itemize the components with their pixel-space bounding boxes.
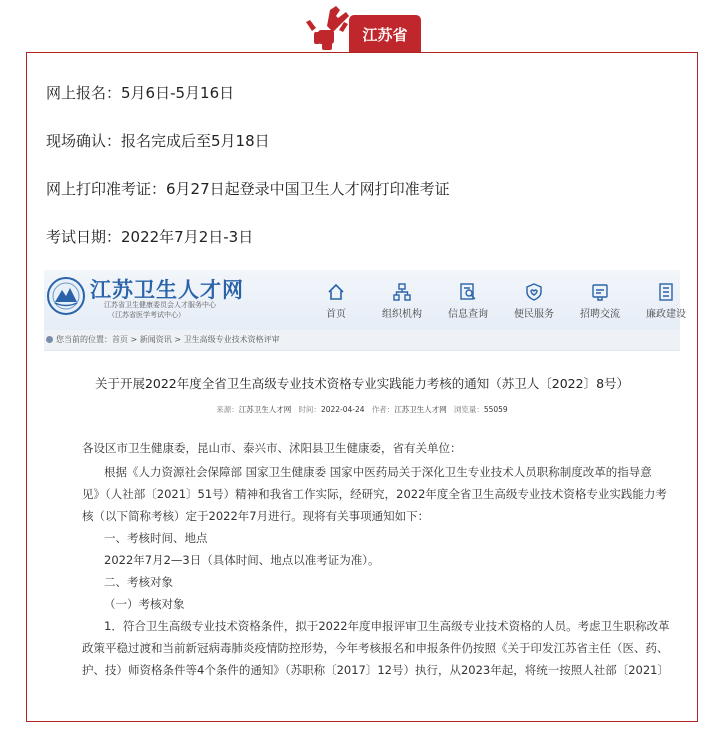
- article-paragraph: 根据《人力资源社会保障部 国家卫生健康委 国家中医药局关于深化卫生专业技术人员职称制度改革的指导意: [104, 465, 652, 479]
- article-paragraph: 护、技）师资格条件等4个条件的通知》（苏职称〔2017〕12号）执行，从2023年起，将统一按照人社部〔2021〕: [82, 663, 669, 677]
- meta-time: 2022-04-24: [320, 405, 365, 414]
- article-paragraph: 各设区市卫生健康委，昆山市、泰兴市、沭阳县卫生健康委，省有关单位：: [82, 441, 462, 455]
- info-admission-ticket: 网上打印准考证：6月27日起登录中国卫生人才网打印准考证: [46, 180, 450, 198]
- website-screenshot: [44, 270, 686, 710]
- shield-heart-icon: [524, 282, 544, 302]
- article-meta: [44, 404, 680, 415]
- site-title: 江苏卫生人才网: [90, 278, 244, 302]
- breadcrumb: [44, 330, 680, 351]
- article-paragraph: 政策平稳过渡和当前新冠病毒肺炎疫情防控形势，今年考核报名和申报条件仍按照《关于印发江苏省主任（医、药、: [82, 641, 669, 655]
- meta-views-label: 浏览量：: [453, 405, 484, 414]
- article-paragraph: 核（以下简称考核）定于2022年7月进行。现将有关事项通知如下：: [82, 509, 430, 523]
- site-header: [44, 270, 686, 330]
- nav-home[interactable]: [306, 282, 366, 326]
- site-subtitle-2: （江苏省医学考试中心）: [108, 311, 185, 319]
- breadcrumb-separator: >: [128, 335, 140, 344]
- breadcrumb-category[interactable]: 卫生高级专业技术资格评审: [183, 335, 280, 344]
- breadcrumb-home[interactable]: 首页: [112, 335, 128, 344]
- nav-info-query-label: 信息查询: [448, 309, 488, 320]
- info-online-registration: 网上报名：5月6日-5月16日: [46, 84, 235, 102]
- recruit-icon: [590, 282, 610, 302]
- wrench-fist-icon: [300, 4, 352, 52]
- breadcrumb-prefix: 您当前的位置：: [56, 335, 112, 344]
- meta-author: 江苏卫生人才网: [394, 405, 447, 414]
- nav-convenience-service[interactable]: [504, 282, 564, 326]
- nav-recruitment-label: 招聘交流: [580, 309, 620, 320]
- article-paragraph: 二、考核对象: [104, 575, 173, 589]
- home-icon: [326, 282, 346, 302]
- nav-integrity-label: 廉政建设: [646, 309, 686, 320]
- article-paragraph: 1．符合卫生高级专业技术资格条件，拟于2022年度申报评审卫生高级专业技术资格的人员。考虑卫生职称改革: [104, 619, 670, 633]
- building-icon: [656, 282, 676, 302]
- meta-time-label: 时间：: [298, 405, 321, 414]
- nav-organization-label: 组织机构: [382, 309, 422, 320]
- article-paragraph: 见》（人社部〔2021〕51号）精神和我省工作实际，经研究，2022年度全省卫生高级专业技术资格专业实践能力考: [82, 487, 667, 501]
- meta-source-label: 来源：: [216, 405, 239, 414]
- org-chart-icon: [392, 282, 412, 302]
- article-paragraph: 2022年7月2—3日（具体时间、地点以准考证为准）。: [104, 553, 380, 567]
- article-title: 关于开展2022年度全省卫生高级专业技术资格专业实践能力考核的通知（苏卫人〔2022〕8号）: [94, 376, 630, 391]
- region-badge-label: 江苏省: [362, 25, 408, 44]
- mountain-globe-logo: [46, 276, 86, 316]
- article-paragraph: （一）考核对象: [104, 597, 185, 611]
- search-document-icon: [458, 282, 478, 302]
- info-onsite-confirmation: 现场确认：报名完成后至5月18日: [46, 132, 270, 150]
- nav-recruitment[interactable]: [570, 282, 630, 326]
- nav-home-label: 首页: [326, 309, 346, 320]
- nav-integrity[interactable]: [636, 282, 696, 326]
- breadcrumb-separator: >: [171, 335, 184, 344]
- nav-organization[interactable]: [372, 282, 432, 326]
- breadcrumb-news[interactable]: 新闻资讯: [139, 335, 172, 344]
- info-exam-date: 考试日期：2022年7月2日-3日: [46, 228, 254, 246]
- location-icon: [46, 336, 53, 343]
- meta-author-label: 作者：: [371, 405, 395, 414]
- region-badge: [349, 15, 421, 53]
- nav-info-query[interactable]: [438, 282, 498, 326]
- meta-source: 江苏卫生人才网: [238, 405, 292, 414]
- article-paragraph: 一、考核时间、地点: [104, 531, 208, 545]
- site-subtitle: 江苏省卫生健康委员会人才服务中心: [104, 301, 216, 309]
- nav-convenience-service-label: 便民服务: [514, 309, 554, 320]
- meta-views: 55059: [483, 405, 508, 414]
